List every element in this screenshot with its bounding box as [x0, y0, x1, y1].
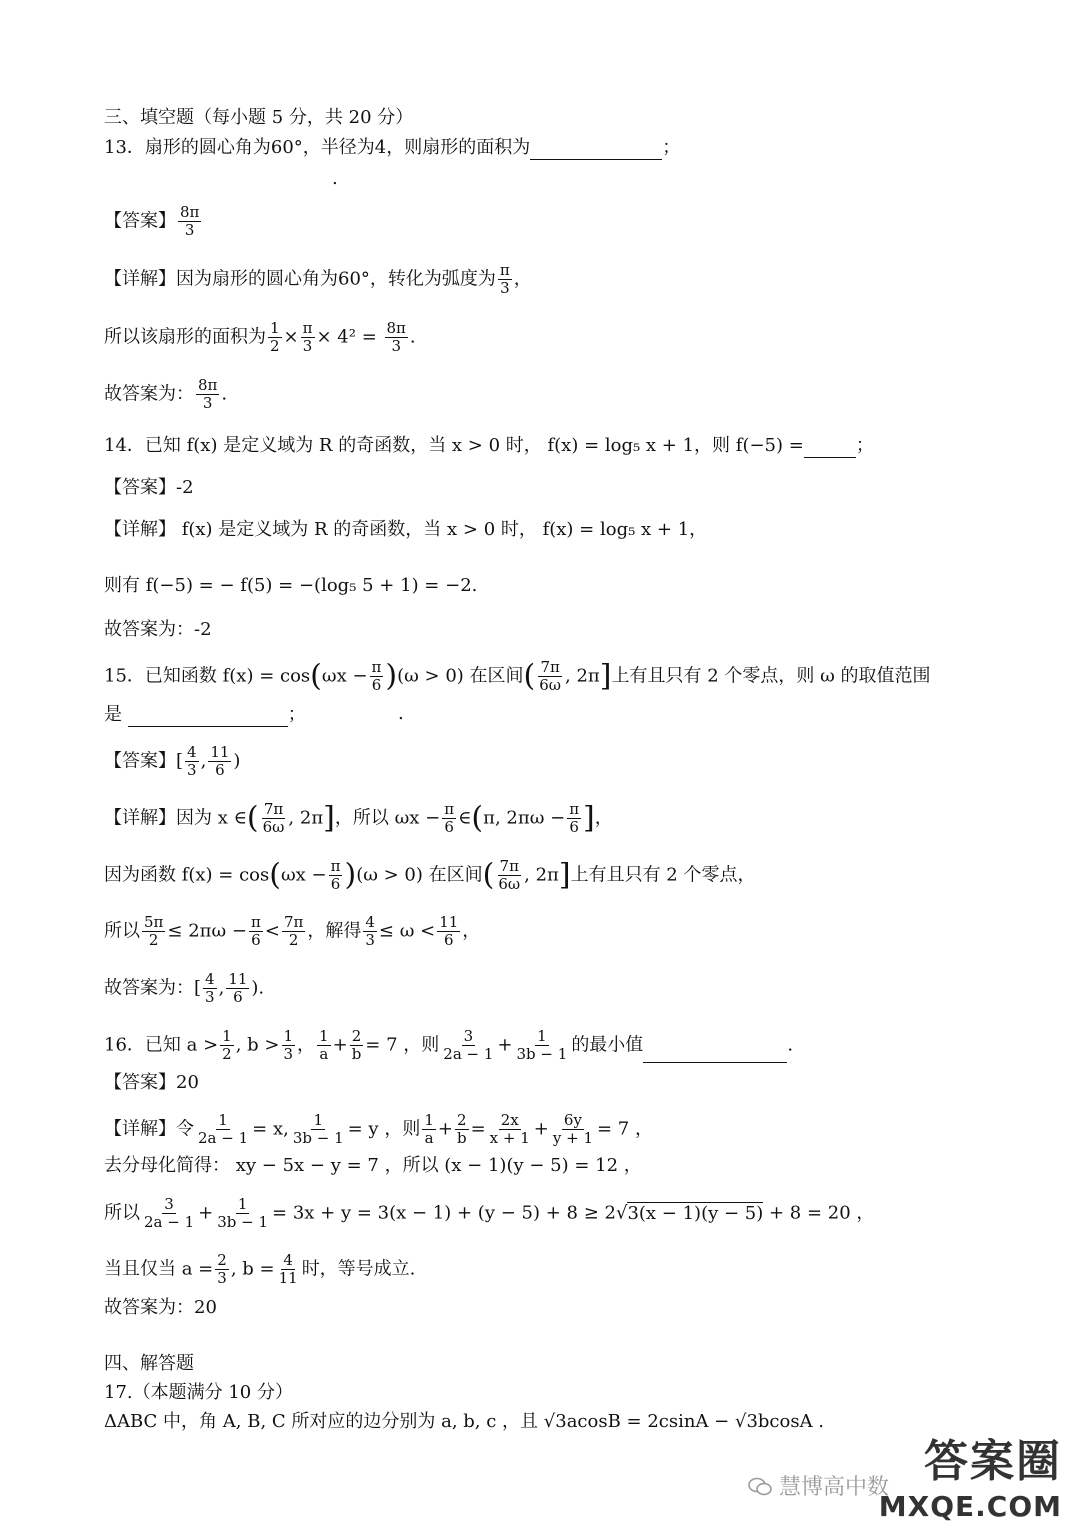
fraction: $\frac{7\pi}{6\omega}$ [498, 857, 521, 893]
q15-stem: 15．已知函数 f(x) = cos(ωx − $\frac{\pi}{6}$ )(ω > 0) 在区间( $\frac{7\pi}{6\omega}$ , 2π]上有且只有 2 个零点，则 ω 的取值范围 [104, 658, 931, 694]
watermark [748, 1423, 1068, 1523]
fraction: $\frac{3}{2a - 1}$ [144, 1195, 195, 1231]
fraction: $\frac{1}{a}$ [424, 1111, 434, 1147]
fraction: $\frac{1}{2}$ [222, 1027, 232, 1063]
q17-text: ΔABC 中，角 A, B, C 所对应的边分别为 a, b, c ，且 √3acosB = 2csinA − √3bcosA . [104, 1411, 825, 1432]
q14-answer: 【答案】-2 [104, 477, 194, 498]
q16-detail-2: 去分母化简得： xy − 5x − y = 7 ，所以 (x − 1)(y − 5) = 12 ， [104, 1155, 642, 1176]
fraction: $\frac{3}{2a - 1}$ [443, 1027, 494, 1063]
answer-blank [804, 439, 856, 458]
q16-detail-3: 所以 $\frac{3}{2a - 1}$ + $\frac{1}{3b - 1}$ = 3x + y = 3(x − 1) + (y − 5) + 8 ≥ 2√3(x − 1)(y − 5) + 8 = 20 ， [104, 1195, 875, 1231]
fraction: $\frac{4}{3}$ [187, 743, 197, 779]
fraction: $\frac{\pi}{6}$ [569, 800, 580, 836]
fraction: $\frac{1}{3b - 1}$ [516, 1027, 568, 1063]
q14-detail-1: 【详解】 f(x) 是定义域为 R 的奇函数，当 x > 0 时， f(x) = log₅ x + 1， [104, 519, 708, 540]
q16-final: 故答案为：20 [104, 1297, 217, 1318]
q17-heading: 17.（本题满分 10 分） [104, 1382, 293, 1403]
section-title-solutions: 四、解答题 [104, 1353, 194, 1374]
fraction: $\frac{\pi}{6}$ [250, 913, 261, 949]
fraction: $\frac{1}{3b - 1}$ [292, 1111, 344, 1147]
fraction: $\frac{2}{b}$ [456, 1111, 467, 1147]
fraction: $\frac{6y}{y + 1}$ [552, 1111, 593, 1147]
fraction: $\frac{4}{3}$ [365, 913, 375, 949]
q14-final: 故答案为：-2 [104, 619, 212, 640]
fraction: $\frac{11}{6}$ [210, 743, 230, 779]
stray-dot: . [332, 168, 338, 189]
section-title-fill-blank: 三、填空题（每小题 5 分，共 20 分） [104, 107, 414, 128]
fraction: $\frac{1}{3b - 1}$ [217, 1195, 269, 1231]
wechat-icon [748, 1477, 772, 1497]
q16-detail-1: 【详解】令 $\frac{1}{2a - 1}$ = x, $\frac{1}{3b - 1}$ = y ，则 $\frac{1}{a}$ + $\frac{2}{b}$ = $\frac{2x}{x + 1}$ + $\frac{6y}{y + 1}$ = 7 ， [104, 1111, 653, 1147]
q13-detail-2: 所以该扇形的面积为 $\frac{1}{2}$ × $\frac{\pi}{3}$ × 4² = $\frac{8\pi}{3}$ . [104, 319, 416, 355]
wechat-watermark-text: 慧博高中数 [748, 1470, 889, 1501]
q14-stem: 14．已知 f(x) 是定义域为 R 的奇函数，当 x > 0 时， f(x) = log₅ x + 1，则 f(−5) = ； [104, 435, 874, 456]
fraction: $\frac{11}{6}$ [228, 970, 248, 1006]
fraction: $\frac{1}{3}$ [283, 1027, 294, 1063]
fraction: $\frac{2x}{x + 1}$ [489, 1111, 530, 1147]
fraction: $\frac{1}{2}$ [270, 319, 280, 355]
fraction: $\frac{\pi}{6}$ [330, 857, 341, 893]
fraction: $\frac{11}{6}$ [439, 913, 459, 949]
q15-detail-3: 所以 $\frac{5\pi}{2}$ ≤ 2πω − $\frac{\pi}{6}$ < $\frac{7\pi}{2}$ ，解得 $\frac{4}{3}$ ≤ ω < $\frac{11}{6}$ ， [104, 913, 481, 949]
q13-answer: 【答案】 $\frac{8\pi}{3}$ [104, 203, 200, 239]
fraction: $\frac{\pi}{3}$ [499, 261, 510, 297]
q15-detail-2: 因为函数 f(x) = cos(ωx − $\frac{\pi}{6}$ )(ω > 0) 在区间( $\frac{7\pi}{6\omega}$ , 2π]上有且只有 2 个零点， [104, 857, 756, 893]
fraction: $\frac{8\pi}{3}$ [198, 376, 218, 412]
q15-answer: 【答案】[ $\frac{4}{3}$ , $\frac{11}{6}$ ) [104, 743, 241, 779]
fraction: $\frac{2}{b}$ [351, 1027, 362, 1063]
stray-dot: . [398, 703, 404, 724]
site-logo: 答案圈 [924, 1436, 1062, 1487]
q16-answer: 【答案】20 [104, 1072, 199, 1093]
answer-blank [643, 1044, 787, 1063]
answer-blank [530, 141, 662, 160]
fraction: $\frac{4}{3}$ [205, 970, 215, 1006]
answer-blank [128, 708, 288, 727]
fraction: $\frac{2}{3}$ [217, 1251, 227, 1287]
fraction: $\frac{7\pi}{6\omega}$ [539, 658, 562, 694]
fraction: $\frac{\pi}{6}$ [444, 800, 455, 836]
q14-detail-2: 则有 f(−5) = − f(5) = −(log₅ 5 + 1) = −2. [104, 575, 478, 596]
q13-final: 故答案为： $\frac{8\pi}{3}$ . [104, 376, 228, 412]
site-url: MXQE.COM [878, 1490, 1062, 1523]
q15-stem-2: 是 ； [104, 704, 306, 725]
fraction: $\frac{5\pi}{2}$ [144, 913, 164, 949]
q13-stem: 13．扇形的圆心角为60°，半径为4，则扇形的面积为 ； [104, 137, 681, 158]
fraction: $\frac{\pi}{3}$ [302, 319, 313, 355]
q16-stem: 16．已知 a > $\frac{1}{2}$ , b > $\frac{1}{3}$ ， $\frac{1}{a}$ + $\frac{2}{b}$ = 7 ，则 $\frac{3}{2a - 1}$ + $\frac{1}{3b - 1}$ 的最小值 . [104, 1027, 794, 1063]
fraction: $\frac{7\pi}{2}$ [283, 913, 304, 949]
q15-detail-1: 【详解】因为 x ∈( $\frac{7\pi}{6\omega}$ , 2π]，所以 ωx − $\frac{\pi}{6}$ ∈(π, 2πω − $\frac{\pi}{6}$ ]， [104, 800, 613, 836]
fraction: $\frac{8\pi}{3}$ [180, 203, 200, 239]
fraction: $\frac{7\pi}{6\omega}$ [262, 800, 285, 836]
q13-detail-1: 【详解】因为扇形的圆心角为60°，转化为弧度为 $\frac{\pi}{3}$ ， [104, 261, 532, 297]
fraction: $\frac{\pi}{6}$ [371, 658, 382, 694]
fraction: $\frac{4}{11}$ [278, 1251, 298, 1287]
fraction: $\frac{1}{2a - 1}$ [198, 1111, 249, 1147]
fraction: $\frac{8\pi}{3}$ [386, 319, 406, 355]
q16-detail-4: 当且仅当 a = $\frac{2}{3}$ , b = $\frac{4}{11}$ 时，等号成立. [104, 1251, 416, 1287]
fraction: $\frac{1}{a}$ [319, 1027, 329, 1063]
q15-final: 故答案为：[ $\frac{4}{3}$ , $\frac{11}{6}$ ). [104, 970, 265, 1006]
